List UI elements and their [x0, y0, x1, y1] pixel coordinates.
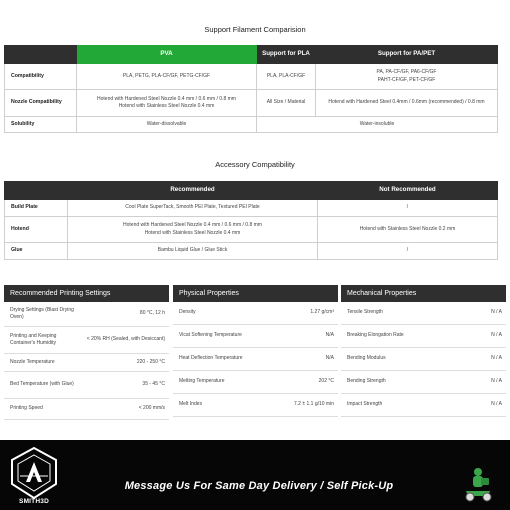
cell-line: Hotend with Hardened Steel Nozzle 0.4 mm / 0.6 mm / 0.8 mm	[97, 95, 236, 102]
table-row	[5, 217, 498, 243]
property-value: 7.2 ± 1.1 g/10 min	[294, 401, 334, 408]
property-value: N / A	[491, 378, 502, 385]
cell-line: PAHT-CF/GF, PET-CF/GF	[377, 76, 436, 83]
property-label: Density	[179, 309, 196, 316]
list-item	[341, 394, 506, 417]
delivery-message: Message Us For Same Day Delivery / Self Pick-Up	[124, 480, 394, 492]
cell-build-plate-recommended: Cool Plate SuperTack, Smooth PEI Plate, Textured PEI Plate	[68, 200, 318, 217]
list-item	[4, 302, 169, 327]
list-item	[341, 371, 506, 394]
setting-label: Printing and Keeping Container's Humidity	[10, 332, 57, 346]
printing-settings-panel	[4, 285, 169, 420]
header-support-pla: Support for PLA	[257, 46, 316, 64]
setting-label: Bed Temperature (with Glue)	[10, 381, 74, 388]
property-label: Heat Deflection Temperature	[179, 355, 243, 362]
table-row	[5, 117, 498, 133]
cell-pla-nozzle: All Size / Material	[257, 90, 316, 117]
row-label-build-plate: Build Plate	[5, 200, 68, 217]
property-value: N/A	[325, 355, 334, 362]
cell-line: PA, PA-CF/GF, PA6-CF/GF	[376, 69, 437, 76]
cell-other-solubility: Water-insoluble	[257, 117, 498, 133]
property-value: N / A	[491, 401, 502, 408]
list-item	[341, 325, 506, 348]
setting-value: 80 °C, 12 h	[139, 310, 165, 317]
cell-line: Hotend with Hardened Steel Nozzle 0.4 mm / 0.6 mm / 0.8 mm	[123, 222, 262, 229]
header-not-recommended: Not Recommended	[318, 182, 498, 200]
cell-pva-nozzle	[77, 90, 257, 117]
setting-label: Nozzle Temperature	[10, 358, 55, 365]
list-item	[341, 302, 506, 325]
setting-value: < 200 mm/s	[138, 405, 165, 412]
table-row	[5, 243, 498, 260]
mechanical-properties-panel	[341, 285, 506, 417]
setting-value: 220 - 250 °C	[136, 358, 165, 365]
footer-banner	[0, 440, 510, 510]
property-value: N / A	[491, 355, 502, 362]
shield-logo-icon	[8, 446, 60, 506]
property-label: Tensile Strength	[347, 309, 383, 316]
list-item	[4, 372, 169, 399]
property-label: Bending Modulus	[347, 355, 386, 362]
filament-section-title: Support Filament Comparision	[204, 25, 306, 34]
property-label: Bending Strength	[347, 378, 386, 385]
setting-value: 35 - 45 °C	[142, 381, 165, 388]
property-label: Impact Strength	[347, 401, 383, 408]
list-item	[173, 394, 338, 417]
table-corner-cell	[5, 46, 77, 64]
list-item	[173, 325, 338, 348]
table-corner-cell	[5, 182, 68, 200]
mechanical-properties-title: Mechanical Properties	[341, 285, 506, 302]
header-recommended: Recommended	[68, 182, 318, 200]
cell-glue-recommended: Bambu Liquid Glue / Glue Stick	[68, 243, 318, 260]
delivery-rider-icon	[462, 466, 494, 502]
list-item	[173, 371, 338, 394]
logo-text: SMITH3D	[19, 498, 49, 505]
list-item	[4, 399, 169, 420]
row-label-nozzle-compatibility: Nozzle Compatibility	[5, 90, 77, 117]
cell-line: Hotend with Stainless Steel Nozzle 0.4 mm	[144, 229, 241, 236]
setting-value: < 20% RH (Sealed, with Desiccant)	[86, 336, 165, 343]
property-value: 1.27 g/cm³	[310, 309, 334, 316]
cell-pla-compatibility: PLA, PLA-CF/GF	[257, 64, 316, 90]
cell-pa-compatibility	[316, 64, 498, 90]
property-label: Melt Index	[179, 401, 203, 408]
property-value: N/A	[325, 332, 334, 339]
row-label-compatibility: Compatibility	[5, 64, 77, 90]
row-label-solubility: Solubility	[5, 117, 77, 133]
list-item	[173, 348, 338, 371]
cell-glue-not-recommended: /	[318, 243, 498, 260]
header-support-pa-pet: Support for PA/PET	[316, 46, 498, 64]
property-value: 202 °C	[318, 378, 334, 385]
cell-build-plate-not-recommended: /	[318, 200, 498, 217]
table-row	[5, 64, 498, 90]
physical-properties-title: Physical Properties	[173, 285, 338, 302]
table-row	[5, 90, 498, 117]
property-label: Melting Temperature	[179, 378, 225, 385]
setting-label: Printing Speed	[10, 405, 43, 412]
filament-comparison-table	[4, 45, 498, 133]
accessory-section-title: Accessory Compatibility	[215, 160, 295, 169]
row-label-glue: Glue	[5, 243, 68, 260]
property-value: N / A	[491, 309, 502, 316]
cell-hotend-recommended	[68, 217, 318, 243]
accessory-compatibility-table	[4, 181, 498, 260]
property-label: Breaking Elongation Rate	[347, 332, 404, 339]
cell-pa-nozzle: Hotend with Hardened Steel 0.4mm / 0.6mm (recommended) / 0.8 mm	[316, 90, 498, 117]
list-item	[173, 302, 338, 325]
cell-hotend-not-recommended: Hotend with Stainless Steel Nozzle 0.2 mm	[318, 217, 498, 243]
property-value: N / A	[491, 332, 502, 339]
cell-pva-solubility: Water-dissolvable	[77, 117, 257, 133]
cell-pva-compatibility: PLA, PETG, PLA-CF/GF, PETG-CF/GF	[77, 64, 257, 90]
header-pva: PVA	[77, 46, 257, 64]
property-label: Vicat Softening Temperature	[179, 332, 242, 339]
list-item	[341, 348, 506, 371]
physical-properties-panel	[173, 285, 338, 417]
printing-settings-title: Recommended Printing Settings	[4, 285, 169, 302]
setting-label: Drying Settings (Blast Drying Oven)	[10, 306, 74, 320]
list-item	[4, 354, 169, 372]
table-row	[5, 200, 498, 217]
list-item	[4, 327, 169, 354]
row-label-hotend: Hotend	[5, 217, 68, 243]
cell-line: Hotend with Stainless Steel Nozzle 0.4 mm	[118, 103, 215, 109]
